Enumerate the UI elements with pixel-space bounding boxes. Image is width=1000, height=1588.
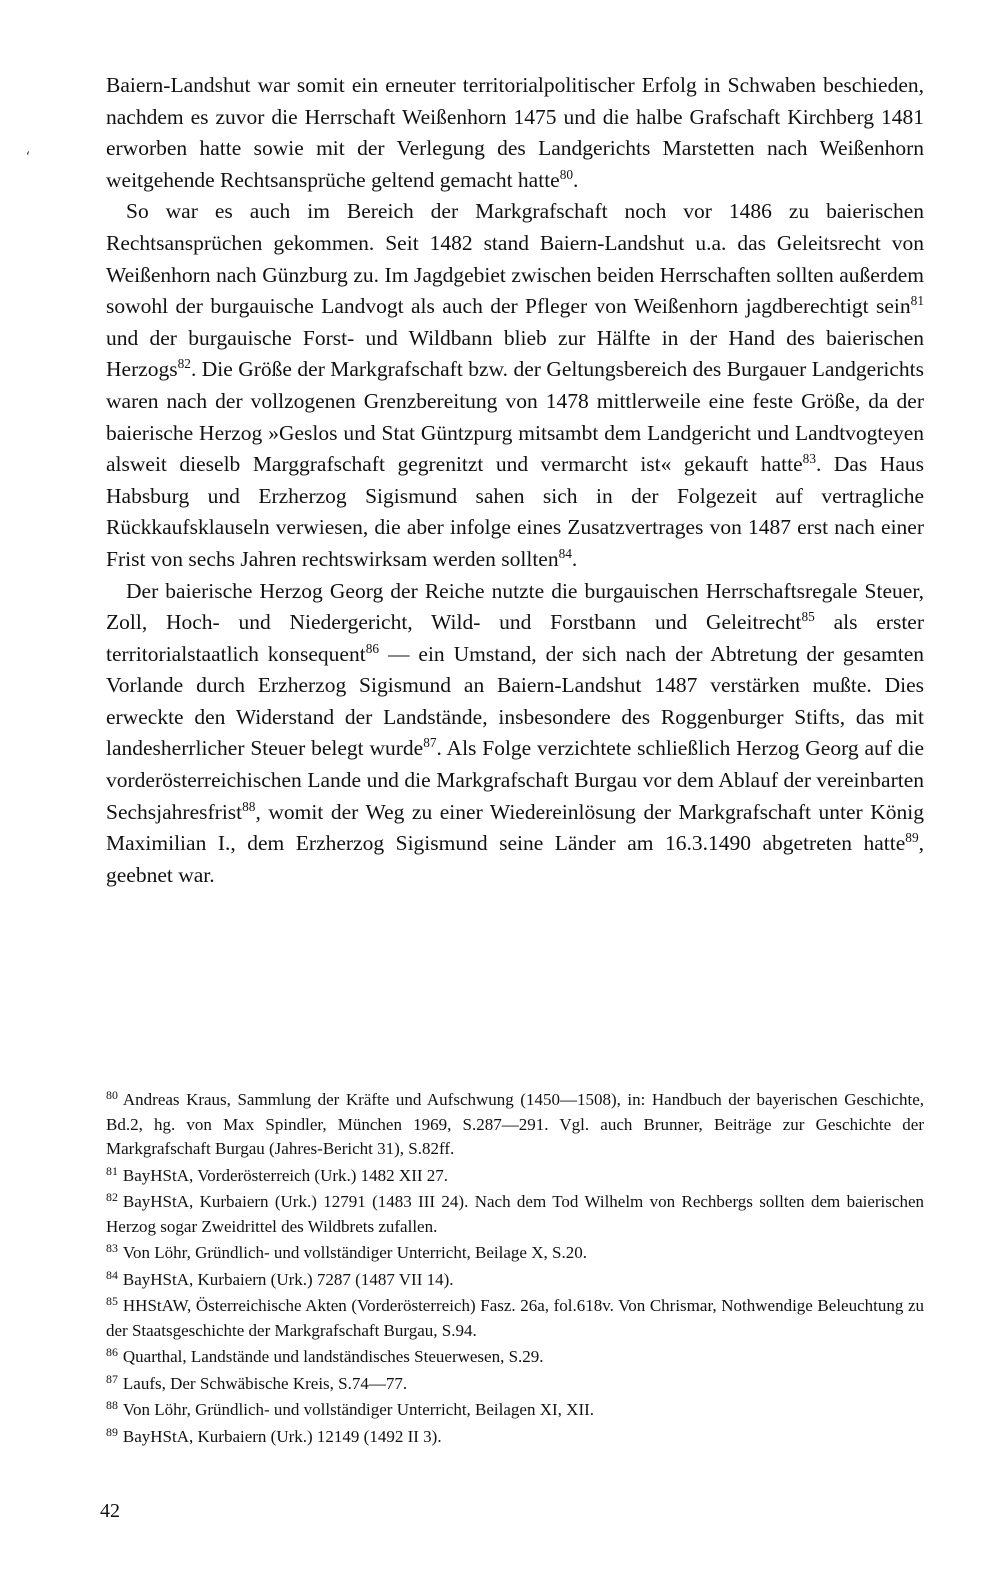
footnote bbox=[106, 1190, 924, 1239]
footnote bbox=[106, 1268, 924, 1293]
footnote-text: Von Löhr, Gründlich- und vollständiger Unterricht, Beilage X, S.20. bbox=[122, 1243, 587, 1262]
footnote-text: Quarthal, Landstände und landständisches Steuerwesen, S.29. bbox=[122, 1347, 544, 1366]
footnote-ref: 87 bbox=[423, 735, 437, 751]
page-number: 42 bbox=[100, 1500, 120, 1522]
footnote-ref: 80 bbox=[559, 166, 574, 182]
footnote-ref: 81 bbox=[910, 292, 924, 308]
footnote-text: BayHStA, Vorderösterreich (Urk.) 1482 XII 27. bbox=[122, 1165, 449, 1185]
footnote-number: 84 bbox=[106, 1267, 118, 1282]
footnote bbox=[106, 1345, 924, 1370]
footnote-number: 80 bbox=[106, 1088, 118, 1103]
paragraph-text: als erster territorialstaatlich konsequent bbox=[106, 610, 924, 666]
paragraph-2 bbox=[106, 196, 924, 575]
footnote-number: 87 bbox=[106, 1371, 118, 1386]
paragraph-text: . Die Größe der Markgrafschaft bzw. der Geltungsbereich des Burgauer Landgerichts waren nach der vollzogenen Grenzbereitung von 1478 mittlerweile eine feste Größe, da der baierische Herzog »Geslos und Stat Güntzpurg mitsambt dem Landgericht und Landtvogteyen alsweit dieselb Marggrafschaft gegrenitzt und vermarcht ist« gekauft hatte bbox=[106, 357, 924, 477]
footnote-number: 82 bbox=[106, 1190, 118, 1205]
paragraph-text: . bbox=[573, 167, 579, 192]
paragraph-text: Baiern-Landshut war somit ein erneuter territorialpolitischer Erfolg in Schwaben beschieden, nachdem es zuvor die Herrschaft Weißenhorn 1475 und die halbe Grafschaft Kirchberg 1481 erworben hatte sowie mit der Verlegung des Landgerichts Marstetten nach Weißenhorn weitgehende Rechtsansprüche geltend gemacht hatte bbox=[106, 73, 924, 192]
footnote-text: Laufs, Der Schwäbische Kreis, S.74—77. bbox=[122, 1373, 408, 1393]
footnote-ref: 82 bbox=[177, 356, 191, 372]
paragraph-3 bbox=[106, 576, 924, 892]
paragraph-text: und der burgauische Forst- und Wildbann blieb zur Hälfte in der Hand des baierischen Herzogs bbox=[106, 325, 924, 382]
footnote-text: Andreas Kraus, Sammlung der Kräfte und Aufschwung (1450—1508), in: Handbuch der bayerischen Geschichte, Bd.2, hg. von Max Spindler, München 1969, S.287—291. Vgl. auch Brunner, Beiträge zur Geschichte der Markgrafschaft Burgau (Jahres-Bericht 31), S.82ff. bbox=[106, 1090, 924, 1158]
paragraph-text: Der baierische Herzog Georg der Reiche nutzte die burgauischen Herrschaftsregale Steuer, Zoll, Hoch- und Niedergericht, Wild- und Forstbann und Geleitrecht bbox=[106, 578, 924, 635]
footnote bbox=[106, 1241, 924, 1266]
footnote bbox=[106, 1164, 924, 1189]
footnote-ref: 88 bbox=[242, 798, 256, 814]
main-text bbox=[106, 70, 924, 891]
footnote-ref: 84 bbox=[558, 545, 572, 561]
footnote bbox=[106, 1372, 924, 1397]
paragraph-text: . bbox=[571, 546, 578, 571]
footnote-text: Von Löhr, Gründlich- und vollständiger Unterricht, Beilagen XI, XII. bbox=[122, 1400, 595, 1419]
paragraph-1 bbox=[106, 70, 924, 196]
paragraph-text: . Als Folge verzichtete schließlich Herzog Georg auf die vorderösterreichischen Lande und die Markgrafschaft Burgau vor dem Ablauf der vereinbarten Sechsjahresfrist bbox=[106, 736, 925, 824]
footnote bbox=[106, 1294, 924, 1343]
footnote-number: 83 bbox=[106, 1241, 118, 1256]
footnote-text: BayHStA, Kurbaiern (Urk.) 7287 (1487 VII 14). bbox=[122, 1269, 454, 1289]
paragraph-text: , womit der Weg zu einer Wiedereinlösung der Markgrafschaft unter König Maximilian I., dem Erzherzog Sigismund seine Länder am 16.3.1490 abgetreten hatte bbox=[106, 799, 924, 856]
footnote-text: HHStAW, Österreichische Akten (Vorderösterreich) Fasz. 26a, fol.618v. Von Chrismar, Nothwendige Beleuchtung zu der Staatsgeschichte der Markgrafschaft Burgau, S.94. bbox=[106, 1296, 924, 1340]
footnote-text: BayHStA, Kurbaiern (Urk.) 12791 (1483 III 24). Nach dem Tod Wilhelm von Rechbergs sollten dem baierischen Herzog sogar Zweidrittel des Wildbrets zufallen. bbox=[106, 1192, 924, 1236]
footnote bbox=[106, 1398, 924, 1423]
footnote-ref: 89 bbox=[905, 830, 919, 845]
footnotes bbox=[106, 1088, 924, 1451]
paragraph-text: . Das Haus Habsburg und Erzherzog Sigismund sahen sich in der Folgezeit auf vertragliche Rückkaufsklauseln verwiesen, die aber infolge eines Zusatzvertrages von 1487 erst nach einer Frist von sechs Jahren rechtswirksam werden sollten bbox=[106, 452, 924, 571]
footnote-number: 85 bbox=[106, 1294, 118, 1309]
footnote-number: 81 bbox=[106, 1163, 118, 1178]
footnote-number: 88 bbox=[106, 1398, 118, 1413]
stray-scan-mark: ʻ bbox=[26, 150, 31, 165]
footnote-ref: 83 bbox=[802, 450, 816, 466]
footnote-text: BayHStA, Kurbaiern (Urk.) 12149 (1492 II 3). bbox=[122, 1426, 442, 1446]
paragraph-text: , geebnet war. bbox=[106, 831, 924, 887]
paragraph-text: So war es auch im Bereich der Markgrafschaft noch vor 1486 zu baierischen Rechtsansprüchen gekommen. Seit 1482 stand Baiern-Landshut u.a. das Geleitsrecht von Weißenhorn nach Günzburg zu. Im Jagdgebiet zwischen beiden Herrschaften sollten außerdem sowohl der burgauische Landvogt als auch der Pfleger von Weißenhorn jagdberechtigt sein bbox=[106, 199, 924, 319]
footnote-ref: 85 bbox=[801, 608, 815, 624]
footnote bbox=[106, 1088, 924, 1162]
paragraph-text: — ein Umstand, der sich nach der Abtretung der gesamten Vorlande durch Erzherzog Sigismund an Baiern-Landshut 1487 verstärken mußte. Dies erweckte den Widerstand der Landstände, insbesondere des Roggenburger Stifts, das mit landesherrlicher Steuer belegt wurde bbox=[106, 641, 925, 761]
footnote-number: 89 bbox=[106, 1424, 118, 1439]
footnote-number: 86 bbox=[106, 1345, 118, 1360]
footnote-ref: 86 bbox=[365, 640, 380, 656]
footnote bbox=[106, 1425, 924, 1450]
